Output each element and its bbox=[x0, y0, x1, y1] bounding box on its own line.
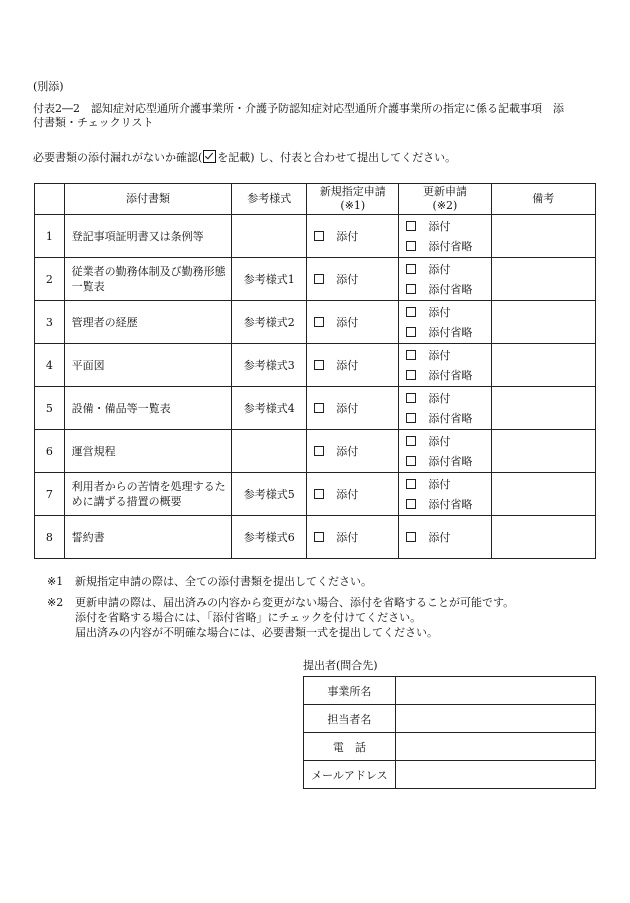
new-attach-option[interactable] bbox=[307, 527, 398, 547]
submitter-field-value[interactable] bbox=[395, 705, 595, 733]
renewal-attach-option[interactable] bbox=[399, 527, 490, 547]
remarks-cell[interactable] bbox=[491, 387, 595, 430]
table-header-row bbox=[35, 184, 596, 215]
submitter-row bbox=[304, 761, 596, 789]
reference-form: 参考様式1 bbox=[232, 258, 307, 301]
checkbox-icon[interactable] bbox=[406, 221, 416, 231]
remarks-cell[interactable] bbox=[491, 516, 595, 559]
renewal-attach-label: 添付 bbox=[428, 435, 451, 448]
document-name: 従業者の勤務体制及び勤務形態一覧表 bbox=[64, 258, 232, 301]
checkbox-icon[interactable] bbox=[406, 532, 416, 542]
header-renewal-application bbox=[399, 184, 491, 215]
checkbox-icon[interactable] bbox=[406, 456, 416, 466]
renewal-omit-label: 添付省略 bbox=[428, 240, 473, 253]
renewal-options bbox=[399, 474, 490, 514]
table-row bbox=[35, 258, 596, 301]
renewal-omit-label: 添付省略 bbox=[428, 455, 473, 468]
reference-form: 参考様式4 bbox=[232, 387, 307, 430]
new-attach-label: 添付 bbox=[336, 359, 359, 372]
new-attach-label: 添付 bbox=[336, 445, 359, 458]
remarks-cell[interactable] bbox=[491, 258, 595, 301]
renewal-options bbox=[399, 302, 490, 342]
checkbox-icon[interactable] bbox=[406, 413, 416, 423]
remarks-cell[interactable] bbox=[491, 215, 595, 258]
renewal-attach-option[interactable] bbox=[399, 474, 490, 494]
checkbox-icon[interactable] bbox=[406, 436, 416, 446]
header-renewal-line2: (※2) bbox=[432, 199, 458, 212]
checkbox-icon[interactable] bbox=[406, 350, 416, 360]
submitter-body bbox=[304, 677, 596, 789]
renewal-options bbox=[399, 527, 490, 547]
row-number: 2 bbox=[35, 258, 65, 301]
checklist-table bbox=[34, 183, 596, 559]
note-2-text-1: 更新申請の際は、届出済みの内容から変更がない場合、添付を省略することが可能です。 bbox=[75, 596, 515, 609]
renewal-omit-option[interactable] bbox=[399, 322, 490, 342]
document-name: 利用者からの苦情を処理するために講ずる措置の概要 bbox=[64, 473, 232, 516]
checkbox-icon[interactable] bbox=[406, 370, 416, 380]
header-new-line2: (※1) bbox=[340, 199, 366, 212]
row-number: 3 bbox=[35, 301, 65, 344]
new-attach-option[interactable] bbox=[307, 226, 398, 246]
renewal-omit-label: 添付省略 bbox=[428, 326, 473, 339]
renewal-application-cell bbox=[399, 344, 491, 387]
table-row bbox=[35, 387, 596, 430]
new-application-cell bbox=[307, 387, 399, 430]
new-attach-option[interactable] bbox=[307, 269, 398, 289]
reference-form: 参考様式3 bbox=[232, 344, 307, 387]
remarks-cell[interactable] bbox=[491, 473, 595, 516]
page-title-line2: 付書類・チェックリスト bbox=[33, 116, 154, 129]
checkbox-icon[interactable] bbox=[314, 317, 324, 327]
reference-form bbox=[232, 215, 307, 258]
attachment-label: (別添) bbox=[33, 80, 64, 93]
renewal-attach-option[interactable] bbox=[399, 216, 490, 236]
renewal-application-cell bbox=[399, 301, 491, 344]
new-application-cell bbox=[307, 301, 399, 344]
submitter-table bbox=[303, 676, 596, 789]
checkbox-icon[interactable] bbox=[406, 264, 416, 274]
checkbox-icon[interactable] bbox=[314, 403, 324, 413]
renewal-attach-label: 添付 bbox=[428, 392, 451, 405]
header-reference: 参考様式 bbox=[232, 184, 307, 215]
new-attach-label: 添付 bbox=[336, 316, 359, 329]
new-attach-label: 添付 bbox=[336, 230, 359, 243]
checkbox-icon[interactable] bbox=[406, 307, 416, 317]
table-row bbox=[35, 473, 596, 516]
checkbox-icon[interactable] bbox=[314, 489, 324, 499]
reference-form: 参考様式2 bbox=[232, 301, 307, 344]
new-attach-label: 添付 bbox=[336, 402, 359, 415]
renewal-attach-option[interactable] bbox=[399, 345, 490, 365]
renewal-omit-label: 添付省略 bbox=[428, 412, 473, 425]
notes-section bbox=[47, 574, 514, 640]
header-new-application bbox=[307, 184, 399, 215]
renewal-omit-option[interactable] bbox=[399, 494, 490, 514]
submitter-field-label: 担当者名 bbox=[304, 705, 396, 733]
remarks-cell[interactable] bbox=[491, 301, 595, 344]
checkbox-icon[interactable] bbox=[314, 231, 324, 241]
renewal-attach-option[interactable] bbox=[399, 388, 490, 408]
checkbox-icon[interactable] bbox=[314, 532, 324, 542]
renewal-application-cell bbox=[399, 516, 491, 559]
submitter-field-value[interactable] bbox=[395, 733, 595, 761]
renewal-omit-label: 添付省略 bbox=[428, 498, 473, 511]
note-2-text-3: 届出済みの内容が不明確な場合には、必要書類一式を提出してください。 bbox=[75, 626, 438, 639]
renewal-omit-option[interactable] bbox=[399, 451, 490, 471]
renewal-attach-option[interactable] bbox=[399, 302, 490, 322]
renewal-attach-label: 添付 bbox=[428, 220, 451, 233]
instruction-before: 必要書類の添付漏れがないか確認( bbox=[33, 151, 203, 164]
document-name: 誓約書 bbox=[64, 516, 232, 559]
note-2-text-2: 添付を省略する場合には、「添付省略」にチェックを付けてください。 bbox=[75, 611, 422, 624]
note-2 bbox=[47, 595, 514, 610]
page-title-line1: 付表2―2 認知症対応型通所介護事業所・介護予防認知症対応型通所介護事業所の指定に係る記載事項 添 bbox=[33, 102, 564, 115]
submitter-field-value[interactable] bbox=[395, 677, 595, 705]
reference-form bbox=[232, 430, 307, 473]
submitter-row bbox=[304, 733, 596, 761]
new-application-cell bbox=[307, 516, 399, 559]
new-attach-label: 添付 bbox=[336, 488, 359, 501]
row-number: 8 bbox=[35, 516, 65, 559]
checkbox-icon[interactable] bbox=[406, 241, 416, 251]
header-new-line1: 新規指定申請 bbox=[319, 185, 386, 198]
table-row bbox=[35, 516, 596, 559]
renewal-omit-label: 添付省略 bbox=[428, 283, 473, 296]
submitter-field-label: 事業所名 bbox=[304, 677, 396, 705]
table-row bbox=[35, 430, 596, 473]
note-1-text: 新規指定申請の際は、全ての添付書類を提出してください。 bbox=[75, 575, 372, 588]
table-row bbox=[35, 344, 596, 387]
checkmark-icon bbox=[203, 150, 216, 163]
remarks-cell[interactable] bbox=[491, 344, 595, 387]
submitter-row bbox=[304, 705, 596, 733]
renewal-attach-label: 添付 bbox=[428, 349, 451, 362]
renewal-attach-option[interactable] bbox=[399, 259, 490, 279]
checkbox-icon[interactable] bbox=[314, 360, 324, 370]
renewal-omit-option[interactable] bbox=[399, 365, 490, 385]
document-name: 登記事項証明書又は条例等 bbox=[64, 215, 232, 258]
renewal-omit-option[interactable] bbox=[399, 236, 490, 256]
note-2-mark: ※2 bbox=[47, 596, 64, 609]
renewal-attach-label: 添付 bbox=[428, 531, 451, 544]
instruction-text bbox=[33, 150, 456, 165]
document-name: 運営規程 bbox=[64, 430, 232, 473]
renewal-options bbox=[399, 431, 490, 471]
checkbox-icon[interactable] bbox=[406, 499, 416, 509]
header-renewal-line1: 更新申請 bbox=[422, 185, 467, 198]
instruction-after: を記載) し、付表と合わせて提出してください。 bbox=[217, 151, 457, 164]
new-application-cell bbox=[307, 430, 399, 473]
renewal-application-cell bbox=[399, 258, 491, 301]
reference-form: 参考様式5 bbox=[232, 473, 307, 516]
renewal-omit-label: 添付省略 bbox=[428, 369, 473, 382]
header-no bbox=[35, 184, 65, 215]
new-attach-option[interactable] bbox=[307, 312, 398, 332]
reference-form: 参考様式6 bbox=[232, 516, 307, 559]
new-attach-option[interactable] bbox=[307, 355, 398, 375]
header-document: 添付書類 bbox=[64, 184, 232, 215]
new-application-cell bbox=[307, 215, 399, 258]
table-row bbox=[35, 215, 596, 258]
renewal-attach-label: 添付 bbox=[428, 306, 451, 319]
new-application-cell bbox=[307, 473, 399, 516]
table-row bbox=[35, 301, 596, 344]
note-1-mark: ※1 bbox=[47, 575, 64, 588]
document-name: 管理者の経歴 bbox=[64, 301, 232, 344]
renewal-application-cell bbox=[399, 473, 491, 516]
submitter-row bbox=[304, 677, 596, 705]
document-name: 設備・備品等一覧表 bbox=[64, 387, 232, 430]
renewal-options bbox=[399, 388, 490, 428]
row-number: 6 bbox=[35, 430, 65, 473]
renewal-attach-label: 添付 bbox=[428, 478, 451, 491]
row-number: 1 bbox=[35, 215, 65, 258]
row-number: 5 bbox=[35, 387, 65, 430]
submitter-title: 提出者(問合先) bbox=[303, 659, 378, 672]
submitter-field-value[interactable] bbox=[395, 761, 595, 789]
table-body bbox=[35, 215, 596, 559]
row-number: 4 bbox=[35, 344, 65, 387]
new-attach-label: 添付 bbox=[336, 273, 359, 286]
checkbox-icon[interactable] bbox=[406, 393, 416, 403]
renewal-options bbox=[399, 259, 490, 299]
submitter-field-label: 電 話 bbox=[304, 733, 396, 761]
note-1 bbox=[47, 574, 514, 589]
new-application-cell bbox=[307, 344, 399, 387]
renewal-attach-option[interactable] bbox=[399, 431, 490, 451]
new-attach-label: 添付 bbox=[336, 531, 359, 544]
new-attach-option[interactable] bbox=[307, 441, 398, 461]
renewal-options bbox=[399, 345, 490, 385]
checkbox-icon[interactable] bbox=[406, 327, 416, 337]
renewal-application-cell bbox=[399, 215, 491, 258]
checkbox-icon[interactable] bbox=[406, 284, 416, 294]
new-attach-option[interactable] bbox=[307, 484, 398, 504]
renewal-application-cell bbox=[399, 387, 491, 430]
renewal-options bbox=[399, 216, 490, 256]
checkbox-icon[interactable] bbox=[314, 446, 324, 456]
header-remarks: 備考 bbox=[491, 184, 595, 215]
renewal-application-cell bbox=[399, 430, 491, 473]
new-application-cell bbox=[307, 258, 399, 301]
renewal-omit-option[interactable] bbox=[399, 279, 490, 299]
row-number: 7 bbox=[35, 473, 65, 516]
document-name: 平面図 bbox=[64, 344, 232, 387]
checkbox-icon[interactable] bbox=[314, 274, 324, 284]
submitter-field-label: メールアドレス bbox=[304, 761, 396, 789]
new-attach-option[interactable] bbox=[307, 398, 398, 418]
renewal-attach-label: 添付 bbox=[428, 263, 451, 276]
checkbox-icon[interactable] bbox=[406, 479, 416, 489]
remarks-cell[interactable] bbox=[491, 430, 595, 473]
renewal-omit-option[interactable] bbox=[399, 408, 490, 428]
